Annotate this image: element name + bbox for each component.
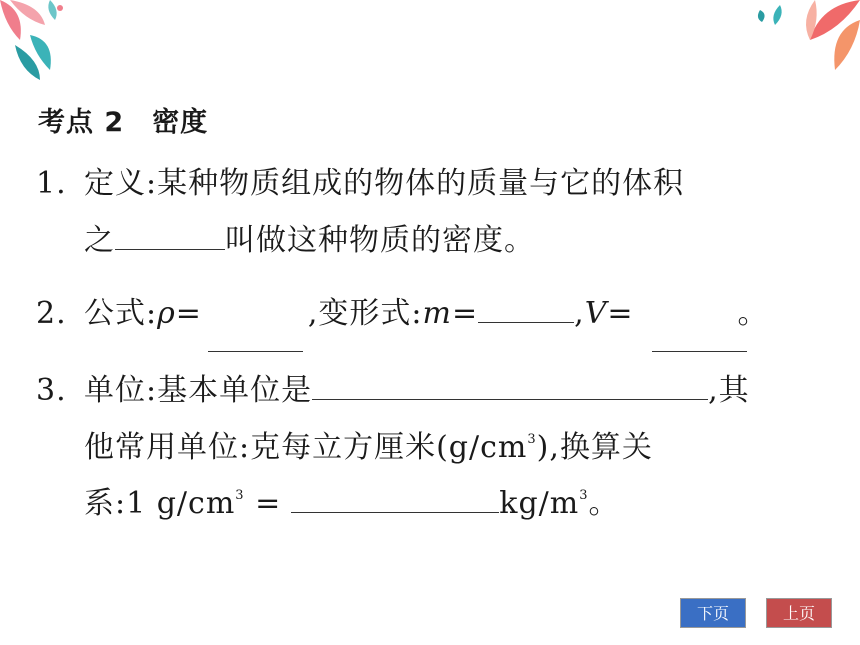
item-1-line-2 bbox=[36, 215, 535, 259]
heading-title: 密度 bbox=[152, 107, 209, 138]
floral-decoration-top-left bbox=[0, 0, 120, 90]
equals-sign: = bbox=[175, 296, 202, 331]
floral-decoration-top-right bbox=[720, 0, 860, 80]
section-heading bbox=[38, 100, 208, 139]
period: 。 bbox=[588, 486, 620, 521]
fill-blank-mass-formula[interactable] bbox=[478, 300, 574, 323]
fill-blank-conversion[interactable] bbox=[291, 490, 499, 513]
heading-prefix: 考点 2 bbox=[38, 107, 125, 138]
conversion-text: 系:1 g/cm bbox=[84, 486, 236, 521]
unit-label: 单位:基本单位是 bbox=[84, 373, 313, 408]
superscript: 3 bbox=[579, 488, 589, 503]
fill-blank-si-unit[interactable] bbox=[312, 377, 708, 400]
period: 。 bbox=[737, 296, 769, 331]
superscript: 3 bbox=[527, 432, 537, 447]
item-2-number: 2. bbox=[36, 296, 67, 331]
fill-blank-density-formula[interactable] bbox=[208, 351, 303, 352]
item-3-number: 3. bbox=[36, 373, 67, 408]
item-1-line-1 bbox=[36, 158, 684, 202]
next-page-button[interactable]: 下页 bbox=[680, 598, 746, 628]
equals-sign: = bbox=[452, 296, 479, 331]
mass-symbol: m bbox=[422, 296, 452, 331]
item-3-line-2-end: ),换算关 bbox=[536, 430, 653, 465]
equals-sign: = bbox=[244, 486, 282, 521]
item-1-before-blank: 之 bbox=[84, 223, 115, 258]
item-3-line-1 bbox=[36, 365, 750, 409]
other-unit-text: 他常用单位:克每立方厘米(g/cm bbox=[84, 430, 528, 465]
conversion-unit: kg/m bbox=[499, 486, 580, 521]
item-2-line bbox=[36, 288, 769, 332]
item-1-after-blank: 叫做这种物质的密度。 bbox=[225, 223, 535, 258]
previous-page-button[interactable]: 上页 bbox=[766, 598, 832, 628]
comma: , bbox=[574, 296, 585, 331]
variant-label: ,变形式: bbox=[307, 296, 423, 331]
rho-symbol: ρ bbox=[157, 296, 176, 331]
item-3-line-1-end: ,其 bbox=[708, 373, 750, 408]
item-3-line-3 bbox=[36, 478, 619, 522]
item-1-definition: 定义:某种物质组成的物体的质量与它的体积 bbox=[84, 166, 685, 201]
fill-blank-ratio[interactable] bbox=[115, 227, 225, 250]
equals-sign: = bbox=[607, 296, 634, 331]
item-1-number: 1. bbox=[36, 166, 67, 201]
item-3-line-2 bbox=[36, 422, 653, 466]
volume-symbol: V bbox=[584, 296, 608, 331]
formula-label: 公式: bbox=[84, 296, 158, 331]
superscript: 3 bbox=[235, 488, 245, 503]
fill-blank-volume-formula[interactable] bbox=[652, 351, 747, 352]
